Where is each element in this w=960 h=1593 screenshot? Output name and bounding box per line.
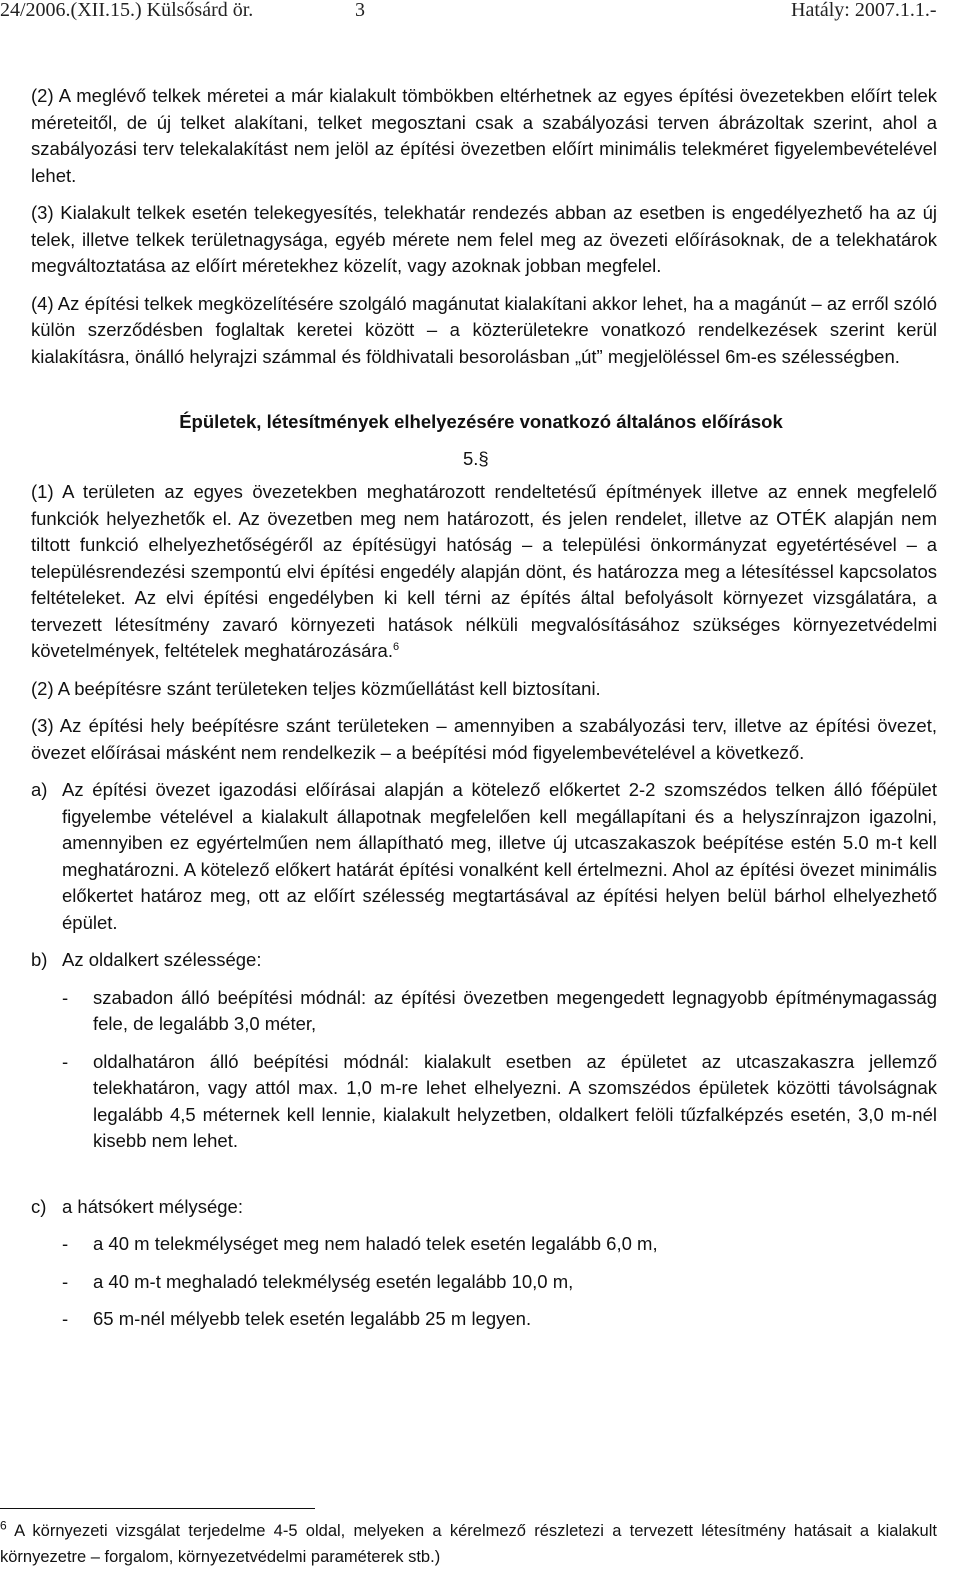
subpoint-c-label: c) — [31, 1195, 47, 1217]
footnote-text: A környezeti vizsgálat terjedelme 4-5 oldal, melyeken a kérelmező részletezi a tervezett létesítmény hatásait a kialakult környezetre – forgalom, környezetvédelmi paraméterek stb.) — [0, 1522, 937, 1566]
list-dash: - — [62, 1308, 69, 1329]
subpoint-a-text: Az építési övezet igazodási előírásai alapján a kötelező előkertet 2-2 szomszédos telken álló főépület figyelembe vételével a kialakult állapotnak megfelelően kell megállapítani és a helyszínrajzon igazolni, amennyiben ez egyértelműen nem állapítható meg, illetve új utcaszakaszok beépítése estén 5.0 m-t kell meghatározni. A kötelező előkert határát építési vonalként kell értelmezni. Ahol az építési övezet minimális előkertet határoz meg, ott az előírt szélesség megtartásával az építési helyen belül bárhol elhelyezhető épület. — [62, 779, 937, 933]
list-dash: - — [62, 1233, 69, 1254]
paragraph-4-4: (4) Az építési telkek megközelítésére szolgáló magánutat kialakítani akkor lehet, ha a magánút – az erről szóló külön szerződésben foglaltak keretei között – a közterületekre vonatkozó rendelkezések szerint kerül kialakításra, önálló helyrajzi számmal és földhivatali besorolásban „út” megjelöléssel 6m-es szélességben. — [31, 292, 937, 367]
spacer — [31, 1166, 937, 1194]
header-effective-date: Hatály: 2007.1.1.- — [791, 0, 937, 21]
list-dash: - — [62, 986, 69, 1008]
footnote-mark: 6 — [0, 1518, 7, 1533]
list-dash: - — [62, 1270, 69, 1292]
list-item-text: a 40 m-t meghaladó telekmélység esetén legalább 10,0 m, — [93, 1270, 574, 1292]
list-item-text: szabadon álló beépítési módnál: az építési övezetben megengedett legnagyobb építménymagasság fele, de legalább 3,0 méter, — [93, 986, 937, 1034]
subpoint-a-label: a) — [31, 779, 48, 800]
paragraph-5-1-text: (1) A területen az egyes övezetekben meghatározott rendeltetésű építmények illetve az ennek megfelelő funkciók helyezhetők el. Az övezetben meg nem határozott, és jelen rendelet, illetve az OTÉK alapján nem tiltott funkció elhelyezhetőségéről az építésügyi hatóság – a települési önkormányzat egyetértésével – a településrendezési szempontú elvi építési engedély alapján dönt, és határozza meg a létesítéssel kapcsolatos feltételeket. Az elvi építési engedélyben ki kell térni az építés által befolyásolt környezet vizsgálatára, a tervezett létesítmény zavaró környezeti hatások nélküli megvalósításához szükséges környezetvédelmi követelmények, feltételek meghatározására. — [31, 481, 937, 661]
list-item — [62, 1231, 937, 1258]
subpoint-b-label: b) — [31, 949, 48, 970]
list-item-text: oldalhatáron álló beépítési módnál: kialakult esetben az épületet az utcaszakaszra jellemző telekhatáron, vagy attól max. 1,0 m-re lehet elhelyezni. A szomszédos épületek közötti távolságnak legalább 4,5 méternek kell lennie, kialakult helyzetben, oldalkert felöli tűzfalképzés esetén, 3,0 m-nél kisebb nem lehet. — [93, 1050, 937, 1151]
header-regulation-id: 24/2006.(XII.15.) Külsősárd ör. — [0, 0, 254, 21]
list-item — [62, 1306, 937, 1333]
list-item-text: 65 m-nél mélyebb telek esetén legalább 25 m legyen. — [93, 1308, 532, 1329]
paragraph-5-3: (3) Az építési hely beépítésre szánt területeken – amennyiben a szabályozási terv, illetve az építési övezet, övezet előírásai másként nem rendelkezik – a beépítési mód figyelembevételével a következő. — [31, 715, 937, 763]
paragraph-5-2: (2) A beépítésre szánt területeken teljes közműellátást kell biztosítani. — [31, 677, 601, 699]
list-item — [62, 985, 937, 1038]
paragraph-5-1 — [31, 479, 937, 665]
page-header — [0, 0, 960, 24]
subpoint-c-text: a hátsókert mélysége: — [62, 1195, 243, 1217]
footnote-separator — [0, 1508, 315, 1509]
subpoint-b-text: Az oldalkert szélessége: — [62, 949, 262, 970]
list-dash: - — [62, 1050, 69, 1072]
list-item-text: a 40 m telekmélységet meg nem haladó telek esetén legalább 6,0 m, — [93, 1233, 658, 1254]
footnote-reference[interactable]: 6 — [392, 640, 400, 653]
subpoint-c — [31, 1194, 937, 1221]
subpoint-b — [31, 947, 937, 974]
footnote — [0, 1518, 937, 1570]
section-heading: Épületek, létesítmények elhelyezésére vonatkozó általános előírások — [179, 411, 783, 432]
list-item — [62, 1269, 937, 1296]
section-number: 5.§ — [463, 447, 489, 469]
document-body — [31, 83, 937, 1344]
paragraph-4-3: (3) Kialakult telkek esetén telekegyesítés, telekhatár rendezés abban az esetben is engedélyezhető ha az új telek, illetve telkek területnagysága, egyéb mérete nem felel meg az övezeti előírásoknak, de a telekhatárok megváltoztatása az előírt méretekhez közelít, vagy azoknak jobban megfelel. — [31, 202, 937, 276]
header-page-number: 3 — [355, 0, 365, 21]
list-item — [62, 1049, 937, 1155]
paragraph-4-2: (2) A meglévő telkek méretei a már kialakult tömbökben eltérhetnek az egyes építési övezetekben előírt telek méreteitől, de új telket alakítani, telket megosztani csak a szabályozási terven ábrázoltak szerint, ahol a szabályozási terv telekalakítást nem jelöl az építési övezetben előírt minimális telekméret figyelembevételével lehet. — [31, 85, 937, 186]
subpoint-a — [31, 777, 937, 936]
